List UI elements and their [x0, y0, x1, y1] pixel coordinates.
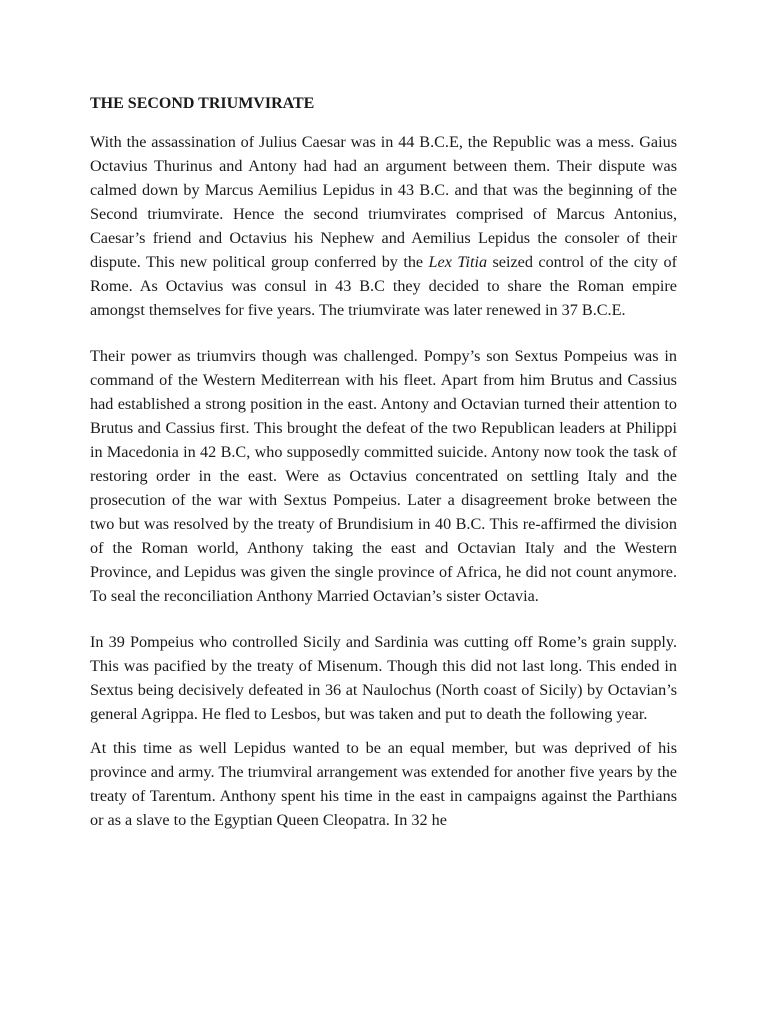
paragraph-4: At this time as well Lepidus wanted to be an equal member, but was deprived of his province and army. The triumviral arrangement was extended for another five years by the treaty of Tarentum. Anthony spent his time in the east in campaigns against the Parthians or as a slave to the Egyptian Queen Cleopatra. In 32 he: [90, 739, 677, 829]
paragraph-2: Their power as triumvirs though was challenged. Pompy’s son Sextus Pompeius was in command of the Western Mediterrean with his fleet. Apart from him Brutus and Cassius had established a strong position in the east. Antony and Octavian turned their attention to Brutus and Cassius first. This brought the defeat of the two Republican leaders at Philippi in Macedonia in 42 B.C, who supposedly committed suicide. Antony now took the task of restoring order in the east. Were as Octavius concentrated on settling Italy and the prosecution of the war with Sextus Pompeius. Later a disagreement broke between the two but was resolved by the treaty of Brundisium in 40 B.C. This re-affirmed the division of the Roman world, Anthony taking the east and Octavian Italy and the Western Province, and Lepidus was given the single province of Africa, he did not count anymore. To seal the reconciliation Anthony Married Octavian’s sister Octavia.: [90, 347, 677, 605]
paragraph-1: [90, 130, 677, 322]
paragraph-1-text-end: seized control of the city of Rome. As Octavius was consul in 43 B.C they decided to share the Roman empire amongst themselves for five years. The triumvirate was later renewed in 37 B.C.E.: [90, 253, 677, 319]
document-title: THE SECOND TRIUMVIRATE: [90, 95, 315, 112]
document-page: [90, 94, 677, 832]
paragraph-1-text-start: With the assassination of Julius Caesar was in 44 B.C.E, the Republic was a mess. Gaius Octavius Thurinus and Antony had had an argument between them. Their dispute was calmed down by Marcus Aemilius Lepidus in 43 B.C. and that was the beginning of the Second triumvirate. Hence the second triumvirates comprised of Marcus Antonius, Caesar’s friend and Octavius his Nephew and Aemilius Lepidus the consoler of their dispute. This new political group conferred by the: [90, 133, 677, 271]
lex-titia-italic: Lex Titia: [428, 253, 488, 271]
paragraph-3: In 39 Pompeius who controlled Sicily and Sardinia was cutting off Rome’s grain supply. This was pacified by the treaty of Misenum. Though this did not last long. This ended in Sextus being decisively defeated in 36 at Naulochus (North coast of Sicily) by Octavian’s general Agrippa. He fled to Lesbos, but was taken and put to death the following year.: [90, 633, 677, 723]
